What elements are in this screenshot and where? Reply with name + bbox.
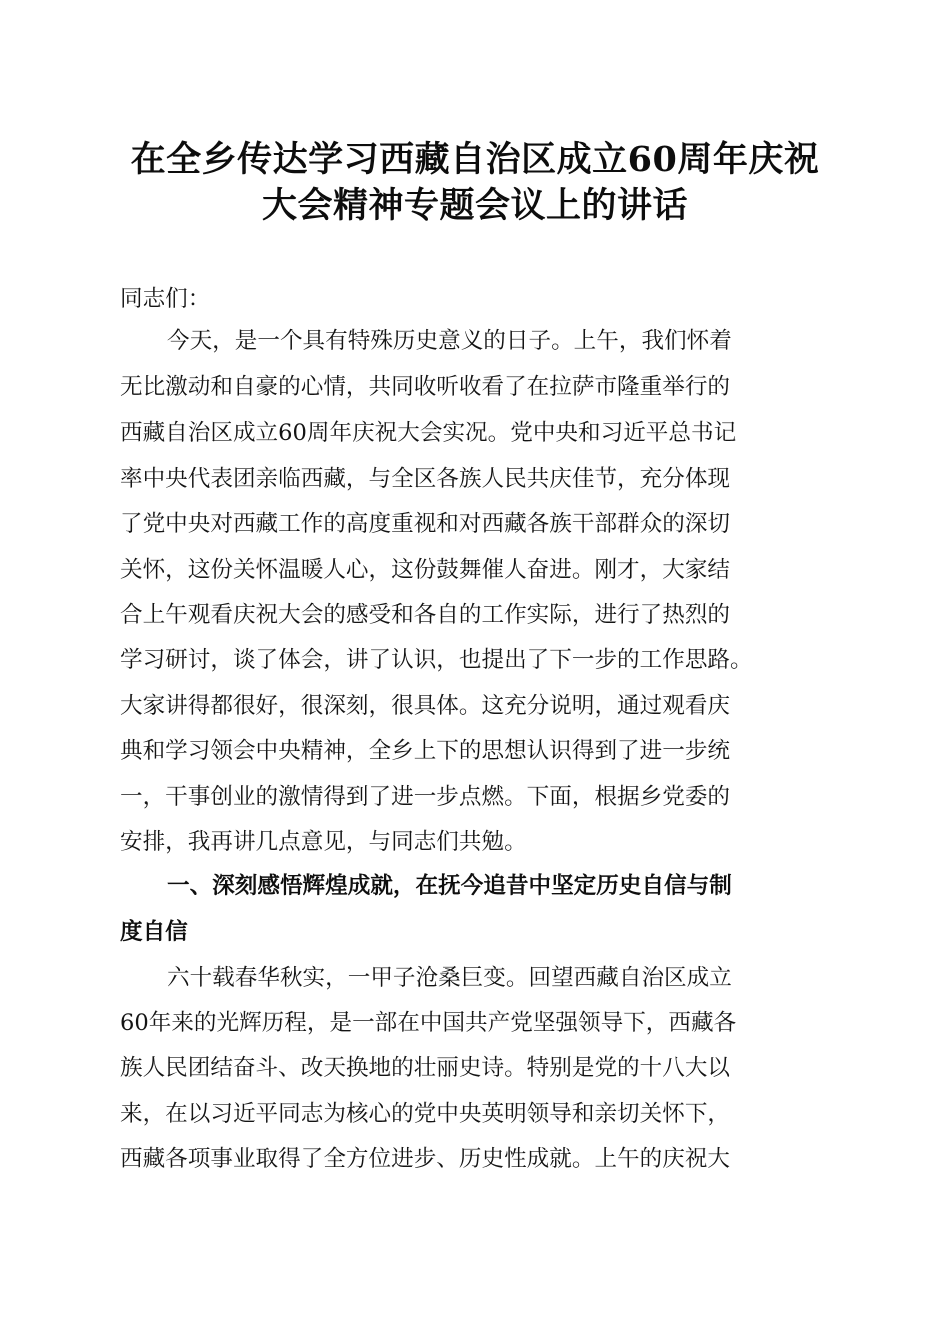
- paragraph-1-line: 大家讲得都很好，很深刻，很具体。这充分说明，通过观看庆: [120, 693, 731, 719]
- document-title-line-2: 大会精神专题会议上的讲话: [261, 185, 688, 226]
- salutation: 同志们：: [120, 286, 211, 312]
- paragraph-2-line: 来，在以习近平同志为核心的党中央英明领导和亲切关怀下，: [120, 1101, 731, 1127]
- section-1-heading-continued: 度自信: [120, 919, 188, 945]
- document-title-line-1: 在全乡传达学习西藏自治区成立60周年庆祝: [130, 139, 820, 180]
- paragraph-1-line: 了党中央对西藏工作的高度重视和对西藏各族干部群众的深切: [120, 511, 731, 537]
- paragraph-1-line: 今天，是一个具有特殊历史意义的日子。上午，我们怀着: [167, 328, 732, 354]
- paragraph-1-line: 合上午观看庆祝大会的感受和各自的工作实际，进行了热烈的: [120, 602, 731, 628]
- section-1-heading: 一、深刻感悟辉煌成就，在抚今追昔中坚定历史自信与制: [167, 873, 732, 899]
- paragraph-1-line: 安排，我再讲几点意见，与同志们共勉。: [120, 829, 527, 855]
- paragraph-2-line: 西藏各项事业取得了全方位进步、历史性成就。上午的庆祝大: [120, 1146, 731, 1172]
- paragraph-2-line: 60年来的光辉历程，是一部在中国共产党坚强领导下，西藏各: [120, 1010, 737, 1036]
- paragraph-1-line: 关怀，这份关怀温暖人心，这份鼓舞催人奋进。刚才，大家结: [120, 557, 731, 583]
- paragraph-1-line: 典和学习领会中央精神，全乡上下的思想认识得到了进一步统: [120, 738, 731, 764]
- paragraph-1-line: 一，干事创业的激情得到了进一步点燃。下面，根据乡党委的: [120, 784, 731, 810]
- paragraph-1-line: 无比激动和自豪的心情，共同收听收看了在拉萨市隆重举行的: [120, 374, 731, 400]
- paragraph-1-line: 率中央代表团亲临西藏，与全区各族人民共庆佳节，充分体现: [120, 466, 731, 492]
- paragraph-1-line: 西藏自治区成立60周年庆祝大会实况。党中央和习近平总书记: [120, 420, 737, 446]
- paragraph-2-line: 族人民团结奋斗、改天换地的壮丽史诗。特别是党的十八大以: [120, 1055, 731, 1081]
- paragraph-1-line: 学习研讨，谈了体会，讲了认识，也提出了下一步的工作思路。: [120, 647, 753, 673]
- paragraph-2-line: 六十载春华秋实，一甲子沧桑巨变。回望西藏自治区成立: [167, 965, 732, 991]
